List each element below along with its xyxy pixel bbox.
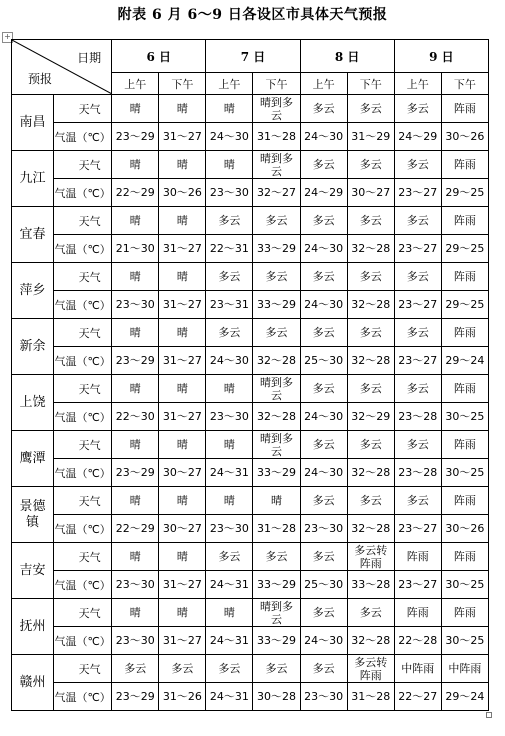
weather-cell: 多云 [394,487,441,515]
temp-cell: 33～29 [253,571,300,599]
weather-cell: 多云 [300,487,347,515]
weather-cell: 多云 [347,431,394,459]
weather-cell: 多云转阵雨 [347,543,394,571]
temp-cell: 22～28 [394,627,441,655]
temp-cell: 30～27 [159,515,206,543]
city-name-text: 赣州 [19,674,46,690]
weather-cell: 多云 [394,319,441,347]
weather-cell: 晴 [159,263,206,291]
weather-cell: 多云 [300,375,347,403]
city-weather-row [12,263,489,291]
temp-cell: 24～31 [206,571,253,599]
weather-cell: 晴 [159,487,206,515]
weather-cell: 晴 [112,263,159,291]
day-header-3: 8 日 [300,40,394,73]
temp-cell: 23～27 [394,291,441,319]
temp-cell: 32～28 [253,347,300,375]
temp-cell: 25～30 [300,347,347,375]
weather-cell: 多云 [300,319,347,347]
weather-cell: 多云 [253,543,300,571]
weather-cell: 晴 [159,375,206,403]
weather-cell: 阵雨 [441,543,488,571]
temp-cell: 25～30 [300,571,347,599]
temp-cell: 32～27 [253,179,300,207]
city-name [12,487,54,543]
city-weather-row [12,95,489,123]
weather-label-text: 天气 [78,438,101,452]
weather-cell: 晴 [112,319,159,347]
temp-cell: 32～28 [347,459,394,487]
temp-label [54,683,112,711]
temp-cell: 29～24 [441,347,488,375]
temp-cell: 29～25 [441,235,488,263]
weather-cell: 晴 [253,487,300,515]
temp-cell: 23～29 [112,347,159,375]
temp-cell: 31～26 [159,683,206,711]
weather-cell: 多云 [394,431,441,459]
temp-cell: 31～27 [159,403,206,431]
temp-cell: 23～30 [112,571,159,599]
weather-cell: 多云 [206,543,253,571]
city-name-text: 南昌 [19,114,46,130]
pm-header: 下午 [347,73,394,95]
weather-cell: 多云 [347,207,394,235]
weather-cell: 阵雨 [441,375,488,403]
weather-cell: 晴 [206,151,253,179]
temp-cell: 23～29 [112,123,159,151]
page-title: 附表 6 月 6～9 日各设区市具体天气预报 [117,7,388,23]
temp-cell: 30～27 [159,459,206,487]
weather-cell: 晴 [112,207,159,235]
city-temp-row [12,627,489,655]
temp-label [54,627,112,655]
temp-cell: 31～27 [159,347,206,375]
weather-label [54,655,112,683]
city-weather-row [12,207,489,235]
weather-label [54,207,112,235]
city-name [12,599,54,655]
weather-label-text: 天气 [78,102,101,116]
temp-cell: 23～30 [112,291,159,319]
weather-cell: 多云 [253,263,300,291]
weather-label [54,95,112,123]
city-temp-row [12,459,489,487]
temp-cell: 31～27 [159,571,206,599]
temp-cell: 31～27 [159,291,206,319]
weather-cell: 阵雨 [441,431,488,459]
temp-label [54,403,112,431]
temp-cell: 23～27 [394,347,441,375]
weather-cell: 多云 [300,543,347,571]
weather-label [54,599,112,627]
temp-cell: 30～25 [441,627,488,655]
weather-cell: 多云 [253,207,300,235]
forecast-table [11,39,489,711]
weather-label-text: 天气 [78,606,101,620]
weather-cell: 多云 [112,655,159,683]
weather-cell: 晴 [206,431,253,459]
temp-cell: 32～28 [347,291,394,319]
temp-cell: 32～28 [347,235,394,263]
weather-cell: 晴 [159,319,206,347]
temp-cell: 24～30 [206,347,253,375]
temp-label-text: 气温（℃） [54,130,111,144]
temp-label [54,571,112,599]
weather-cell: 晴 [206,599,253,627]
temp-cell: 23～30 [112,627,159,655]
temp-cell: 32～28 [347,515,394,543]
weather-cell: 阵雨 [394,599,441,627]
temp-cell: 22～31 [206,235,253,263]
weather-cell: 晴到多云 [253,151,300,179]
temp-cell: 31～29 [347,123,394,151]
temp-cell: 23～27 [394,571,441,599]
weather-cell: 多云 [159,655,206,683]
city-name-text: 鹰潭 [19,450,46,466]
city-weather-row [12,599,489,627]
temp-cell: 23～27 [394,179,441,207]
weather-label [54,375,112,403]
weather-cell: 多云 [206,263,253,291]
diagonal-header-cell [12,40,112,95]
city-name-text: 萍乡 [19,282,46,298]
weather-cell: 阵雨 [441,207,488,235]
temp-label-text: 气温（℃） [54,466,111,480]
header-date-label: 日期 [77,51,102,65]
temp-cell: 23～29 [112,459,159,487]
day-header-2: 7 日 [206,40,300,73]
weather-cell: 多云 [300,151,347,179]
temp-label [54,235,112,263]
weather-cell: 多云 [300,207,347,235]
city-name-text: 宜春 [19,226,46,242]
weather-cell: 晴 [206,487,253,515]
pm-header: 下午 [441,73,488,95]
temp-cell: 24～31 [206,459,253,487]
weather-cell: 晴 [112,487,159,515]
city-temp-row [12,123,489,151]
day-header-1: 6 日 [112,40,206,73]
weather-cell: 晴 [112,543,159,571]
weather-cell: 晴 [159,151,206,179]
temp-cell: 23～28 [394,459,441,487]
temp-cell: 30～25 [441,571,488,599]
city-name [12,319,54,375]
weather-cell: 阵雨 [441,263,488,291]
city-weather-row [12,151,489,179]
table-end-handle[interactable] [486,712,492,718]
weather-label-text: 天气 [78,550,101,564]
weather-label-text: 天气 [78,158,101,172]
temp-cell: 31～28 [253,123,300,151]
weather-label-text: 天气 [78,494,101,508]
temp-cell: 24～30 [300,235,347,263]
temp-cell: 30～26 [159,179,206,207]
temp-cell: 33～28 [347,571,394,599]
city-name-text: 景德镇 [19,498,46,530]
city-temp-row [12,235,489,263]
weather-cell: 晴 [206,95,253,123]
city-temp-row [12,403,489,431]
temp-label [54,347,112,375]
temp-cell: 30～25 [441,459,488,487]
table-anchor-icon[interactable]: + [2,32,13,43]
temp-cell: 23～27 [394,515,441,543]
weather-cell: 多云 [347,599,394,627]
weather-cell: 多云 [394,151,441,179]
weather-label-text: 天气 [78,214,101,228]
temp-cell: 21～30 [112,235,159,263]
weather-label [54,543,112,571]
am-header: 上午 [112,73,159,95]
temp-cell: 24～30 [206,123,253,151]
weather-cell: 晴 [112,151,159,179]
weather-cell: 晴 [159,431,206,459]
weather-cell: 多云 [394,95,441,123]
city-name-text: 吉安 [19,562,46,578]
temp-cell: 31～27 [159,235,206,263]
weather-cell: 晴 [159,543,206,571]
temp-label-text: 气温（℃） [54,578,111,592]
weather-cell: 多云 [206,319,253,347]
weather-cell: 多云 [347,319,394,347]
temp-cell: 23～30 [206,515,253,543]
weather-cell: 多云 [394,207,441,235]
city-name [12,151,54,207]
temp-cell: 24～29 [300,179,347,207]
temp-cell: 24～30 [300,291,347,319]
temp-cell: 32～29 [347,403,394,431]
weather-cell: 多云 [300,655,347,683]
weather-cell: 晴 [112,599,159,627]
temp-label-text: 气温（℃） [54,186,111,200]
temp-label [54,515,112,543]
weather-cell: 阵雨 [441,599,488,627]
temp-cell: 24～31 [206,627,253,655]
city-weather-row [12,487,489,515]
weather-label [54,319,112,347]
weather-cell: 晴 [112,95,159,123]
weather-cell: 晴 [159,207,206,235]
city-temp-row [12,571,489,599]
weather-label [54,151,112,179]
am-header: 上午 [300,73,347,95]
temp-cell: 33～29 [253,627,300,655]
city-temp-row [12,291,489,319]
weather-cell: 阵雨 [441,487,488,515]
temp-cell: 23～31 [206,291,253,319]
temp-label [54,459,112,487]
weather-label [54,263,112,291]
weather-cell: 中阵雨 [441,655,488,683]
weather-cell: 多云 [300,599,347,627]
temp-cell: 33～29 [253,235,300,263]
city-name-text: 上饶 [19,394,46,410]
weather-cell: 晴 [159,95,206,123]
temp-cell: 33～29 [253,459,300,487]
city-temp-row [12,515,489,543]
temp-cell: 23～30 [300,515,347,543]
weather-cell: 阵雨 [394,543,441,571]
weather-label [54,487,112,515]
city-temp-row [12,347,489,375]
temp-cell: 31～27 [159,627,206,655]
city-name-text: 九江 [19,170,46,186]
weather-cell: 晴到多云 [253,599,300,627]
temp-label-text: 气温（℃） [54,410,111,424]
temp-cell: 30～27 [347,179,394,207]
weather-cell: 阵雨 [441,151,488,179]
temp-label-text: 气温（℃） [54,354,111,368]
city-weather-row [12,319,489,347]
temp-cell: 24～29 [394,123,441,151]
temp-cell: 22～29 [112,515,159,543]
temp-label [54,123,112,151]
city-weather-row [12,655,489,683]
temp-cell: 23～28 [394,403,441,431]
temp-cell: 31～28 [347,683,394,711]
temp-cell: 24～31 [206,683,253,711]
weather-cell: 晴 [159,599,206,627]
weather-cell: 多云 [206,207,253,235]
temp-label-text: 气温（℃） [54,242,111,256]
city-name-text: 新余 [19,338,46,354]
temp-cell: 24～30 [300,123,347,151]
temp-cell: 32～28 [347,347,394,375]
city-temp-row [12,179,489,207]
weather-cell: 多云 [347,263,394,291]
weather-cell: 晴到多云 [253,375,300,403]
pm-header: 下午 [159,73,206,95]
weather-cell: 多云 [347,95,394,123]
city-name [12,543,54,599]
weather-cell: 多云 [300,95,347,123]
weather-label-text: 天气 [78,662,101,676]
weather-cell: 晴到多云 [253,95,300,123]
temp-cell: 24～30 [300,459,347,487]
am-header: 上午 [206,73,253,95]
weather-cell: 多云 [253,655,300,683]
city-name [12,263,54,319]
weather-label [54,431,112,459]
temp-cell: 24～30 [300,403,347,431]
weather-cell: 多云 [394,375,441,403]
forecast-table-wrap [11,39,489,711]
city-temp-row [12,683,489,711]
weather-cell: 晴 [112,375,159,403]
temp-cell: 22～30 [112,403,159,431]
weather-cell: 多云 [347,151,394,179]
temp-label [54,291,112,319]
city-weather-row [12,431,489,459]
temp-cell: 23～30 [206,179,253,207]
day-header-4: 9 日 [394,40,488,73]
header-forecast-label: 预报 [28,72,53,86]
temp-cell: 30～25 [441,403,488,431]
weather-cell: 中阵雨 [394,655,441,683]
weather-cell: 多云 [300,431,347,459]
temp-cell: 23～27 [394,235,441,263]
temp-cell: 30～28 [253,683,300,711]
weather-cell: 晴 [112,431,159,459]
temp-cell: 31～27 [159,123,206,151]
temp-label-text: 气温（℃） [54,690,111,704]
pm-header: 下午 [253,73,300,95]
temp-cell: 29～25 [441,291,488,319]
weather-cell: 多云转阵雨 [347,655,394,683]
weather-label-text: 天气 [78,270,101,284]
temp-cell: 22～29 [112,179,159,207]
temp-cell: 32～28 [347,627,394,655]
temp-cell: 33～29 [253,291,300,319]
city-name [12,207,54,263]
temp-cell: 24～30 [300,627,347,655]
weather-cell: 阵雨 [441,319,488,347]
weather-cell: 多云 [347,487,394,515]
weather-cell: 多云 [394,263,441,291]
city-weather-row [12,543,489,571]
temp-label-text: 气温（℃） [54,634,111,648]
weather-cell: 多云 [206,655,253,683]
city-name [12,95,54,151]
city-name [12,655,54,711]
weather-cell: 阵雨 [441,95,488,123]
temp-cell: 32～28 [253,403,300,431]
temp-cell: 23～30 [300,683,347,711]
temp-cell: 29～24 [441,683,488,711]
weather-label-text: 天气 [78,382,101,396]
weather-cell: 多云 [253,319,300,347]
temp-cell: 23～29 [112,683,159,711]
temp-cell: 30～26 [441,515,488,543]
weather-cell: 多云 [300,263,347,291]
city-name-text: 抚州 [19,618,46,634]
weather-cell: 多云 [347,375,394,403]
weather-cell: 晴到多云 [253,431,300,459]
am-header: 上午 [394,73,441,95]
city-name [12,431,54,487]
temp-cell: 31～28 [253,515,300,543]
temp-cell: 29～25 [441,179,488,207]
temp-cell: 22～27 [394,683,441,711]
city-name [12,375,54,431]
weather-label-text: 天气 [78,326,101,340]
temp-label-text: 气温（℃） [54,522,111,536]
header-row-days [12,40,489,73]
temp-cell: 30～26 [441,123,488,151]
weather-cell: 晴 [206,375,253,403]
temp-label [54,179,112,207]
temp-label-text: 气温（℃） [54,298,111,312]
city-weather-row [12,375,489,403]
temp-cell: 23～30 [206,403,253,431]
